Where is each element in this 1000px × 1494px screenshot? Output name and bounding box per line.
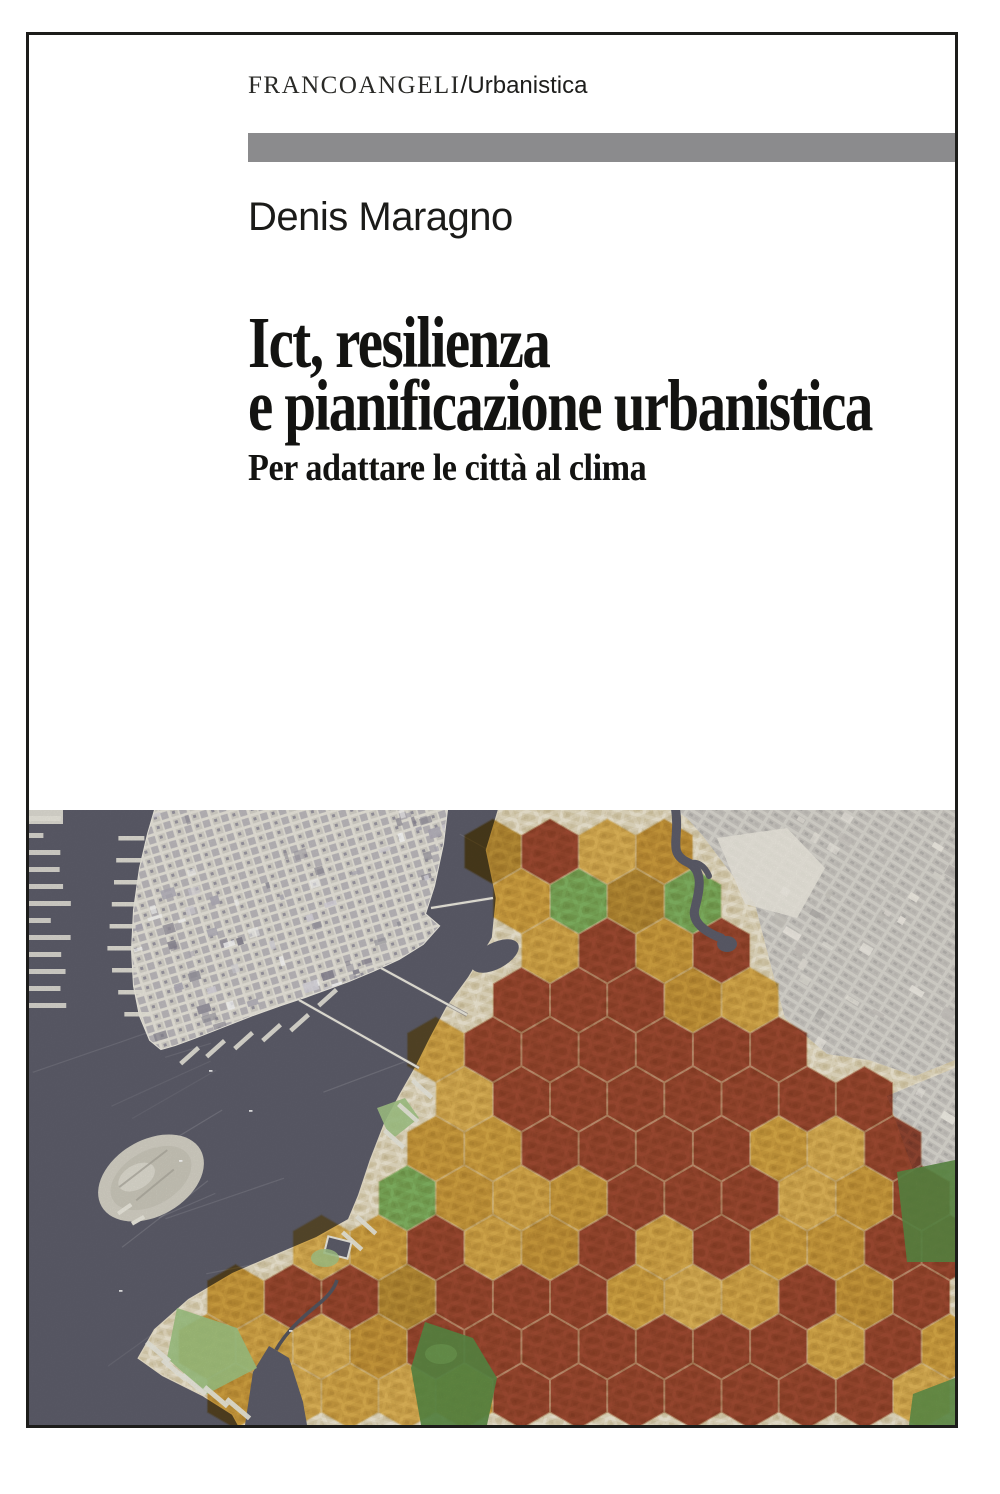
- title-line-2: e pianificazione urbanistica: [248, 365, 872, 446]
- cover-frame: [26, 32, 958, 1428]
- book-title: [248, 302, 872, 446]
- cover-map: [29, 810, 955, 1425]
- series-bar: [248, 133, 955, 162]
- book-subtitle: Per adattare le città al clima: [248, 447, 647, 489]
- cover-map-illustration: [29, 810, 955, 1425]
- publisher-logo: [248, 71, 587, 100]
- publisher-separator: /: [460, 71, 468, 99]
- publisher-name: FRANCOANGELI: [248, 72, 461, 99]
- title-line-1: Ict, resilienza: [248, 302, 550, 383]
- series-name: Urbanistica: [467, 72, 588, 99]
- author-name: Denis Maragno: [248, 195, 513, 239]
- grain-overlay: [29, 810, 955, 1425]
